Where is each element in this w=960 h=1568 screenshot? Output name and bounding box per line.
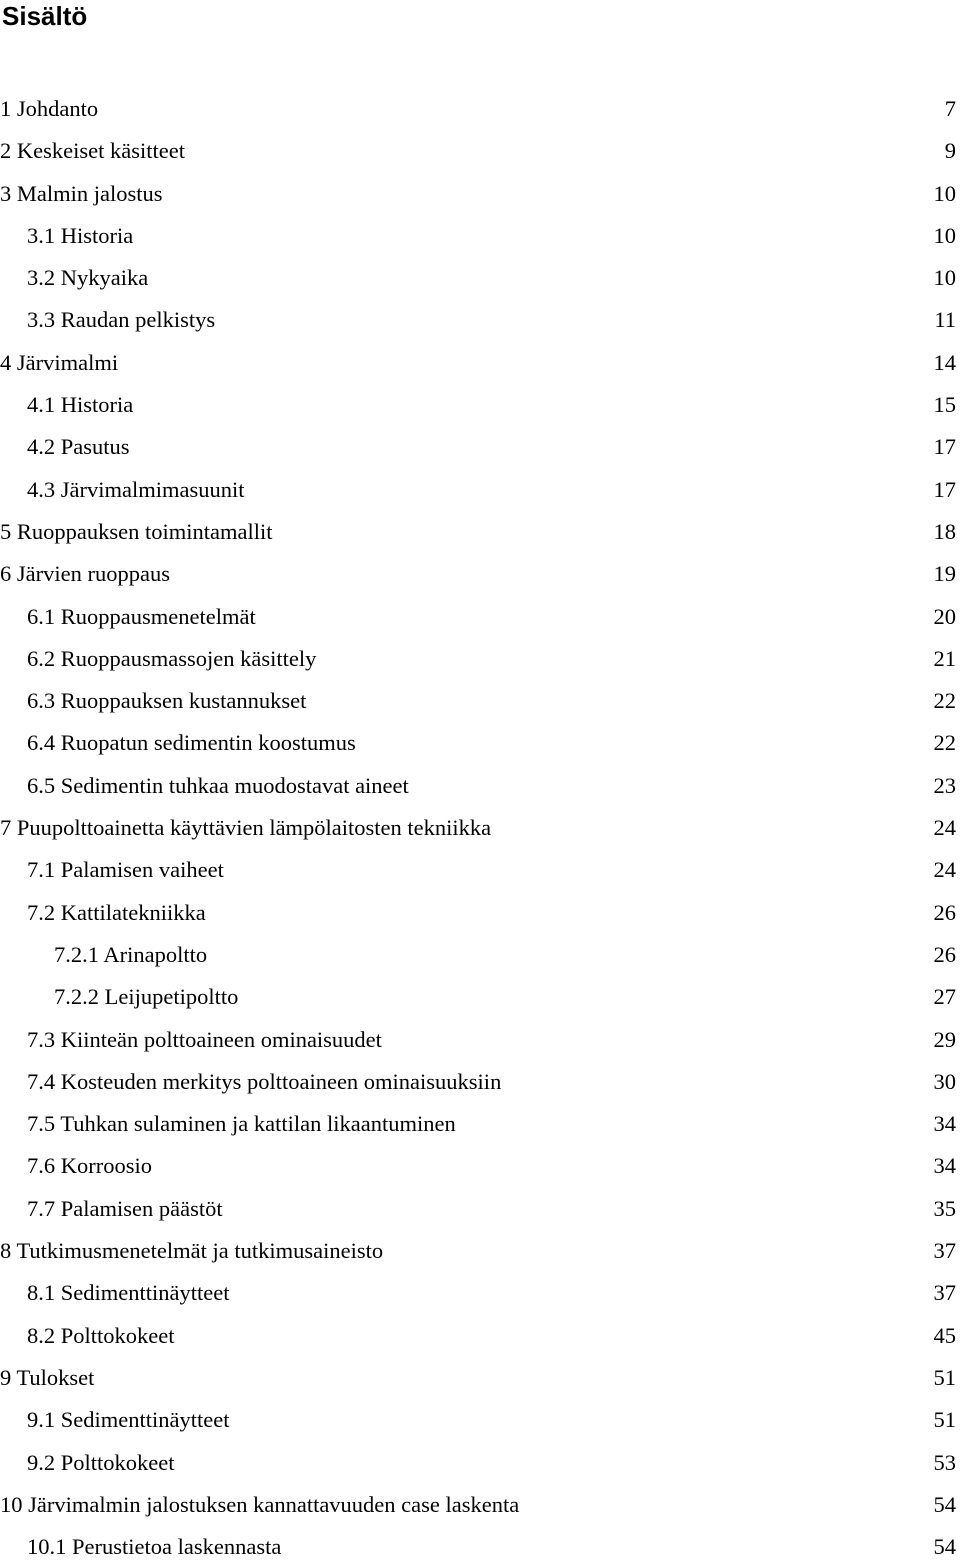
- toc-entry[interactable]: [0, 553, 956, 595]
- toc-entry[interactable]: [0, 511, 956, 553]
- toc-entry-page-number: 20: [933, 603, 956, 629]
- toc-entry-label: 3.2 Nykyaika: [27, 265, 149, 291]
- toc-entry-label: 8.2 Polttokokeet: [27, 1322, 175, 1348]
- toc-entry-label: 8.1 Sedimenttinäytteet: [27, 1280, 230, 1306]
- toc-entry-page-number: 9: [944, 138, 956, 164]
- toc-entry-label: 9.2 Polttokokeet: [27, 1449, 175, 1475]
- toc-entry-label: 6 Järvien ruoppaus: [0, 561, 170, 587]
- toc-entry-page-number: 7: [944, 96, 956, 121]
- toc-entry-page-number: 10: [933, 222, 956, 248]
- toc-entry[interactable]: [0, 1315, 956, 1357]
- toc-entry-label: 7.2.1 Arinapoltto: [54, 941, 208, 967]
- toc-entry-label: 8 Tutkimusmenetelmät ja tutkimusaineisto: [0, 1238, 384, 1264]
- toc-entry[interactable]: [0, 1484, 956, 1526]
- toc-entry-label: 7.3 Kiinteän polttoaineen ominaisuudet: [27, 1026, 382, 1052]
- toc-entry[interactable]: [0, 892, 956, 934]
- toc-entry-label: 2 Keskeiset käsitteet: [0, 138, 185, 164]
- toc-entry-label: 7.4 Kosteuden merkitys polttoaineen ominaisuuksiin: [27, 1068, 502, 1094]
- toc-entry-label: 10 Järvimalmin jalostuksen kannattavuuden case laskenta: [0, 1491, 520, 1517]
- toc-entry-page-number: 34: [933, 1153, 956, 1179]
- toc-entry-page-number: 24: [933, 815, 956, 841]
- toc-entry-page-number: 34: [933, 1111, 956, 1137]
- table-of-contents: [0, 88, 956, 1568]
- toc-entry-label: 3.3 Raudan pelkistys: [27, 307, 216, 333]
- toc-entry[interactable]: [0, 426, 956, 468]
- toc-entry[interactable]: [0, 173, 956, 215]
- toc-entry-page-number: 19: [933, 561, 956, 587]
- toc-entry-label: 4.2 Pasutus: [27, 434, 130, 460]
- toc-entry[interactable]: [0, 849, 956, 891]
- toc-entry-page-number: 51: [933, 1407, 956, 1433]
- toc-entry[interactable]: [0, 1399, 956, 1441]
- toc-entry-page-number: 27: [933, 984, 956, 1010]
- toc-entry-label: 7 Puupolttoainetta käyttävien lämpölaitosten tekniikka: [0, 815, 492, 841]
- toc-entry-page-number: 17: [933, 434, 956, 460]
- toc-entry-label: 3.1 Historia: [27, 222, 134, 248]
- toc-entry-page-number: 10: [933, 180, 956, 206]
- toc-title: Sisältö: [2, 1, 88, 31]
- toc-entry[interactable]: [0, 1230, 956, 1272]
- toc-entry[interactable]: [0, 807, 956, 849]
- toc-entry-page-number: 10: [933, 265, 956, 291]
- toc-entry-page-number: 24: [933, 857, 956, 883]
- toc-entry-label: 4.3 Järvimalmimasuunit: [27, 476, 245, 502]
- toc-entry-page-number: 37: [933, 1238, 956, 1264]
- toc-entry-page-number: 29: [933, 1026, 956, 1052]
- toc-entry-label: 7.2 Kattilatekniikka: [27, 899, 206, 925]
- toc-entry-page-number: 18: [933, 518, 956, 544]
- toc-entry[interactable]: [0, 596, 956, 638]
- toc-entry-label: 5 Ruoppauksen toimintamallit: [0, 518, 273, 544]
- toc-entry-label: 4.1 Historia: [27, 392, 134, 418]
- toc-entry-label: 7.1 Palamisen vaiheet: [27, 857, 224, 883]
- toc-entry-page-number: 54: [933, 1534, 956, 1560]
- toc-entry[interactable]: [0, 1526, 956, 1568]
- toc-entry-page-number: 22: [933, 688, 956, 714]
- toc-entry[interactable]: [0, 1272, 956, 1314]
- toc-entry[interactable]: [0, 680, 956, 722]
- toc-entry-label: 4 Järvimalmi: [0, 349, 119, 375]
- toc-entry[interactable]: [0, 1357, 956, 1399]
- toc-entry-label: 6.3 Ruoppauksen kustannukset: [27, 688, 307, 714]
- toc-entry-page-number: 45: [933, 1322, 956, 1348]
- toc-entry-label: 3 Malmin jalostus: [0, 180, 163, 206]
- toc-entry[interactable]: [0, 130, 956, 172]
- toc-entry[interactable]: [0, 257, 956, 299]
- toc-entry[interactable]: [0, 1442, 956, 1484]
- toc-entry-label: 6.5 Sedimentin tuhkaa muodostavat aineet: [27, 772, 409, 798]
- toc-entry[interactable]: [0, 765, 956, 807]
- toc-entry[interactable]: [0, 638, 956, 680]
- toc-entry[interactable]: [0, 722, 956, 764]
- toc-entry-label: 6.2 Ruoppausmassojen käsittely: [27, 645, 317, 671]
- toc-entry[interactable]: [0, 934, 956, 976]
- toc-entry[interactable]: [0, 976, 956, 1018]
- toc-entry-page-number: 26: [933, 941, 956, 967]
- toc-entry-page-number: 54: [933, 1491, 956, 1517]
- toc-entry-label: 7.6 Korroosio: [27, 1153, 152, 1179]
- toc-entry-label: 1 Johdanto: [0, 96, 99, 121]
- toc-entry-page-number: 17: [933, 476, 956, 502]
- toc-entry[interactable]: [0, 469, 956, 511]
- toc-entry-page-number: 51: [933, 1364, 956, 1390]
- toc-entry-label: 7.2.2 Leijupetipoltto: [54, 984, 239, 1010]
- toc-entry-page-number: 14: [933, 349, 956, 375]
- toc-entry-page-number: 30: [933, 1068, 956, 1094]
- toc-entry-label: 10.1 Perustietoa laskennasta: [27, 1534, 282, 1560]
- toc-entry-page-number: 37: [933, 1280, 956, 1306]
- toc-entry-page-number: 35: [933, 1195, 956, 1221]
- toc-entry[interactable]: [0, 88, 956, 130]
- toc-entry[interactable]: [0, 1188, 956, 1230]
- toc-entry-page-number: 11: [934, 307, 956, 333]
- toc-entry[interactable]: [0, 342, 956, 384]
- toc-entry[interactable]: [0, 1145, 956, 1187]
- toc-entry[interactable]: [0, 1061, 956, 1103]
- toc-entry-label: 7.7 Palamisen päästöt: [27, 1195, 223, 1221]
- toc-entry-page-number: 23: [933, 772, 956, 798]
- toc-entry[interactable]: [0, 299, 956, 341]
- toc-entry[interactable]: [0, 1019, 956, 1061]
- toc-entry-page-number: 26: [933, 899, 956, 925]
- toc-entry-label: 9.1 Sedimenttinäytteet: [27, 1407, 230, 1433]
- toc-entry-label: 7.5 Tuhkan sulaminen ja kattilan likaantuminen: [27, 1111, 456, 1137]
- toc-entry[interactable]: [0, 215, 956, 257]
- toc-entry-page-number: 15: [933, 392, 956, 418]
- toc-entry-page-number: 22: [933, 730, 956, 756]
- toc-entry-label: 6.1 Ruoppausmenetelmät: [27, 603, 256, 629]
- toc-entry-label: 6.4 Ruopatun sedimentin koostumus: [27, 730, 356, 756]
- toc-entry-page-number: 21: [933, 645, 956, 671]
- toc-entry-label: 9 Tulokset: [0, 1364, 95, 1390]
- toc-entry[interactable]: [0, 384, 956, 426]
- toc-entry[interactable]: [0, 1103, 956, 1145]
- toc-entry-page-number: 53: [933, 1449, 956, 1475]
